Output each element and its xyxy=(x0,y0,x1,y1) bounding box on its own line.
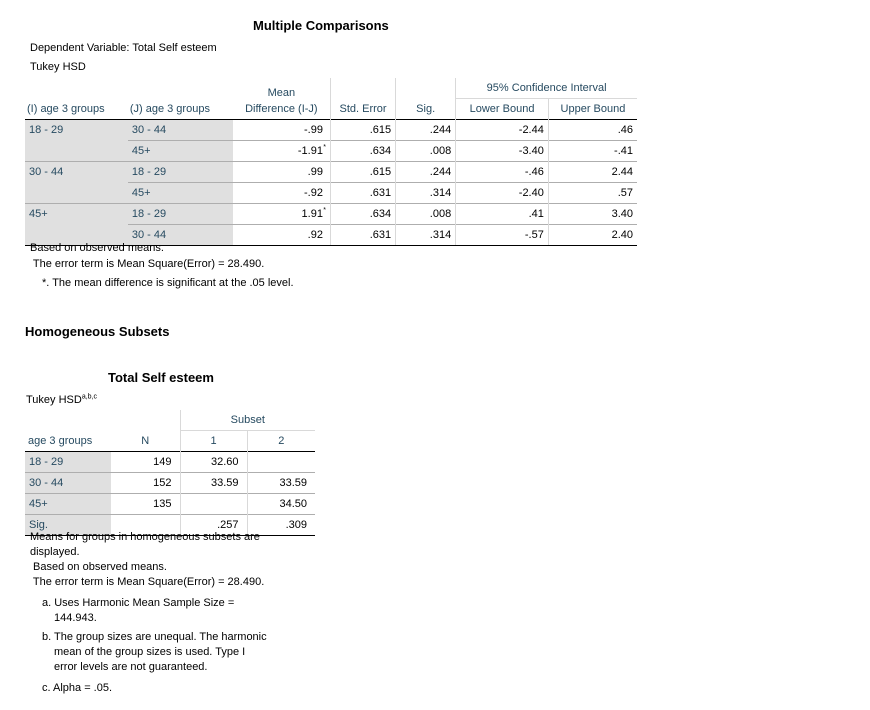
mc-table-row xyxy=(25,204,637,225)
header-upper-bound: Upper Bound xyxy=(548,99,637,120)
cell-subset-1: .257 xyxy=(180,515,247,536)
cell-lower-bound: -2.40 xyxy=(456,183,549,204)
cell-sig: .314 xyxy=(396,225,456,246)
cell-age-group: 18 - 29 xyxy=(25,452,111,473)
header-sig: Sig. xyxy=(396,99,456,120)
cell-j-group: 18 - 29 xyxy=(128,162,233,183)
cell-sig: .244 xyxy=(396,120,456,141)
cell-sig: .244 xyxy=(396,162,456,183)
cell-j-group: 45+ xyxy=(128,141,233,162)
hs-footnote-a-2: 144.943. xyxy=(54,612,97,624)
cell-std-error: .631 xyxy=(330,225,395,246)
cell-lower-bound: -.57 xyxy=(456,225,549,246)
cell-j-group: 18 - 29 xyxy=(128,204,233,225)
hs-footnote-error-term: The error term is Mean Square(Error) = 28.490. xyxy=(30,576,265,588)
header-n: N xyxy=(141,434,150,447)
cell-subset-1: 32.60 xyxy=(180,452,247,473)
mc-dependent-variable: Dependent Variable: Total Self esteem xyxy=(30,42,217,54)
hs-method: Tukey HSD$^{a,b,c}$ xyxy=(26,393,98,406)
cell-j-group: 30 - 44 xyxy=(128,120,233,141)
hs-table-row xyxy=(25,473,315,494)
cell-age-group: 30 - 44 xyxy=(25,473,111,494)
hs-footnote-a-1: a. Uses Harmonic Mean Sample Size = xyxy=(42,597,235,609)
hs-table-row xyxy=(25,452,315,473)
homogeneous-subsets-table xyxy=(25,410,315,536)
cell-upper-bound: 2.40 xyxy=(548,225,637,246)
cell-upper-bound: 2.44 xyxy=(548,162,637,183)
cell-sig: .008 xyxy=(396,141,456,162)
cell-i-group: 30 - 44 xyxy=(25,162,128,183)
cell-mean-difference: -.99 xyxy=(233,120,331,141)
cell-sig: .008 xyxy=(396,204,456,225)
cell-i-group xyxy=(25,141,128,162)
hs-footnote-c: c. Alpha = .05. xyxy=(42,682,113,694)
header-mean-line1: Mean xyxy=(267,86,296,99)
cell-mean-difference: -1.91* xyxy=(233,141,331,162)
cell-upper-bound: .46 xyxy=(548,120,637,141)
header-std-error: Std. Error xyxy=(330,99,395,120)
cell-n: 152 xyxy=(111,473,180,494)
mc-table-row xyxy=(25,162,637,183)
cell-std-error: .615 xyxy=(330,120,395,141)
cell-sig: .314 xyxy=(396,183,456,204)
cell-mean-difference: 1.91* xyxy=(233,204,331,225)
cell-subset-2 xyxy=(247,452,315,473)
multiple-comparisons-table xyxy=(25,78,637,246)
hs-footnote-b-3: error levels are not guaranteed. xyxy=(54,661,208,673)
header-subset: Subset xyxy=(180,410,315,431)
cell-i-group: 45+ xyxy=(25,204,128,225)
cell-std-error: .634 xyxy=(330,204,395,225)
cell-std-error: .615 xyxy=(330,162,395,183)
mc-footnote-significance: *. The mean difference is significant at the .05 level. xyxy=(42,277,294,289)
cell-lower-bound: -3.40 xyxy=(456,141,549,162)
cell-subset-2: 33.59 xyxy=(247,473,315,494)
cell-subset-1 xyxy=(180,494,247,515)
cell-i-group: 18 - 29 xyxy=(25,120,128,141)
hs-section-title: Homogeneous Subsets xyxy=(25,324,170,339)
header-i-group: (I) age 3 groups xyxy=(27,102,105,115)
mc-footnote-observed: Based on observed means. xyxy=(30,242,164,254)
cell-n: 149 xyxy=(111,452,180,473)
hs-footnote-means-2: displayed. xyxy=(30,546,80,558)
mc-title: Multiple Comparisons xyxy=(253,18,389,33)
mc-method: Tukey HSD xyxy=(30,61,86,73)
header-confidence-interval: 95% Confidence Interval xyxy=(456,78,637,99)
cell-lower-bound: -.46 xyxy=(456,162,549,183)
hs-footnote-means-1: Means for groups in homogeneous subsets are xyxy=(30,531,260,543)
mc-table-row xyxy=(25,183,637,204)
cell-age-group: 45+ xyxy=(25,494,111,515)
header-subset-2: 2 xyxy=(247,431,315,452)
header-mean-difference: Difference (I-J) xyxy=(245,102,318,115)
hs-footnote-observed: Based on observed means. xyxy=(30,561,167,573)
cell-lower-bound: .41 xyxy=(456,204,549,225)
hs-table-row xyxy=(25,494,315,515)
cell-upper-bound: .57 xyxy=(548,183,637,204)
mc-footnote-error-term: The error term is Mean Square(Error) = 28.490. xyxy=(30,258,265,270)
hs-footnote-b-2: mean of the group sizes is used. Type I xyxy=(54,646,246,658)
cell-lower-bound: -2.44 xyxy=(456,120,549,141)
header-subset-1: 1 xyxy=(180,431,247,452)
cell-mean-difference: .99 xyxy=(233,162,331,183)
cell-std-error: .631 xyxy=(330,183,395,204)
header-age-groups: age 3 groups xyxy=(28,434,93,447)
header-lower-bound: Lower Bound xyxy=(456,99,549,120)
cell-j-group: 45+ xyxy=(128,183,233,204)
cell-subset-2: 34.50 xyxy=(247,494,315,515)
cell-upper-bound: 3.40 xyxy=(548,204,637,225)
cell-subset-1: 33.59 xyxy=(180,473,247,494)
cell-j-group: 30 - 44 xyxy=(128,225,233,246)
cell-i-group xyxy=(25,183,128,204)
hs-footnote-b-1: b. The group sizes are unequal. The harmonic xyxy=(42,631,267,643)
cell-mean-difference: -.92 xyxy=(233,183,331,204)
cell-mean-difference: .92 xyxy=(233,225,331,246)
hs-title: Total Self esteem xyxy=(108,370,214,385)
cell-subset-2: .309 xyxy=(247,515,315,536)
mc-table-row xyxy=(25,141,637,162)
mc-table-row xyxy=(25,120,637,141)
cell-age-group: Sig. xyxy=(25,515,111,536)
cell-std-error: .634 xyxy=(330,141,395,162)
cell-n: 135 xyxy=(111,494,180,515)
cell-upper-bound: -.41 xyxy=(548,141,637,162)
header-j-group: (J) age 3 groups xyxy=(129,102,210,115)
